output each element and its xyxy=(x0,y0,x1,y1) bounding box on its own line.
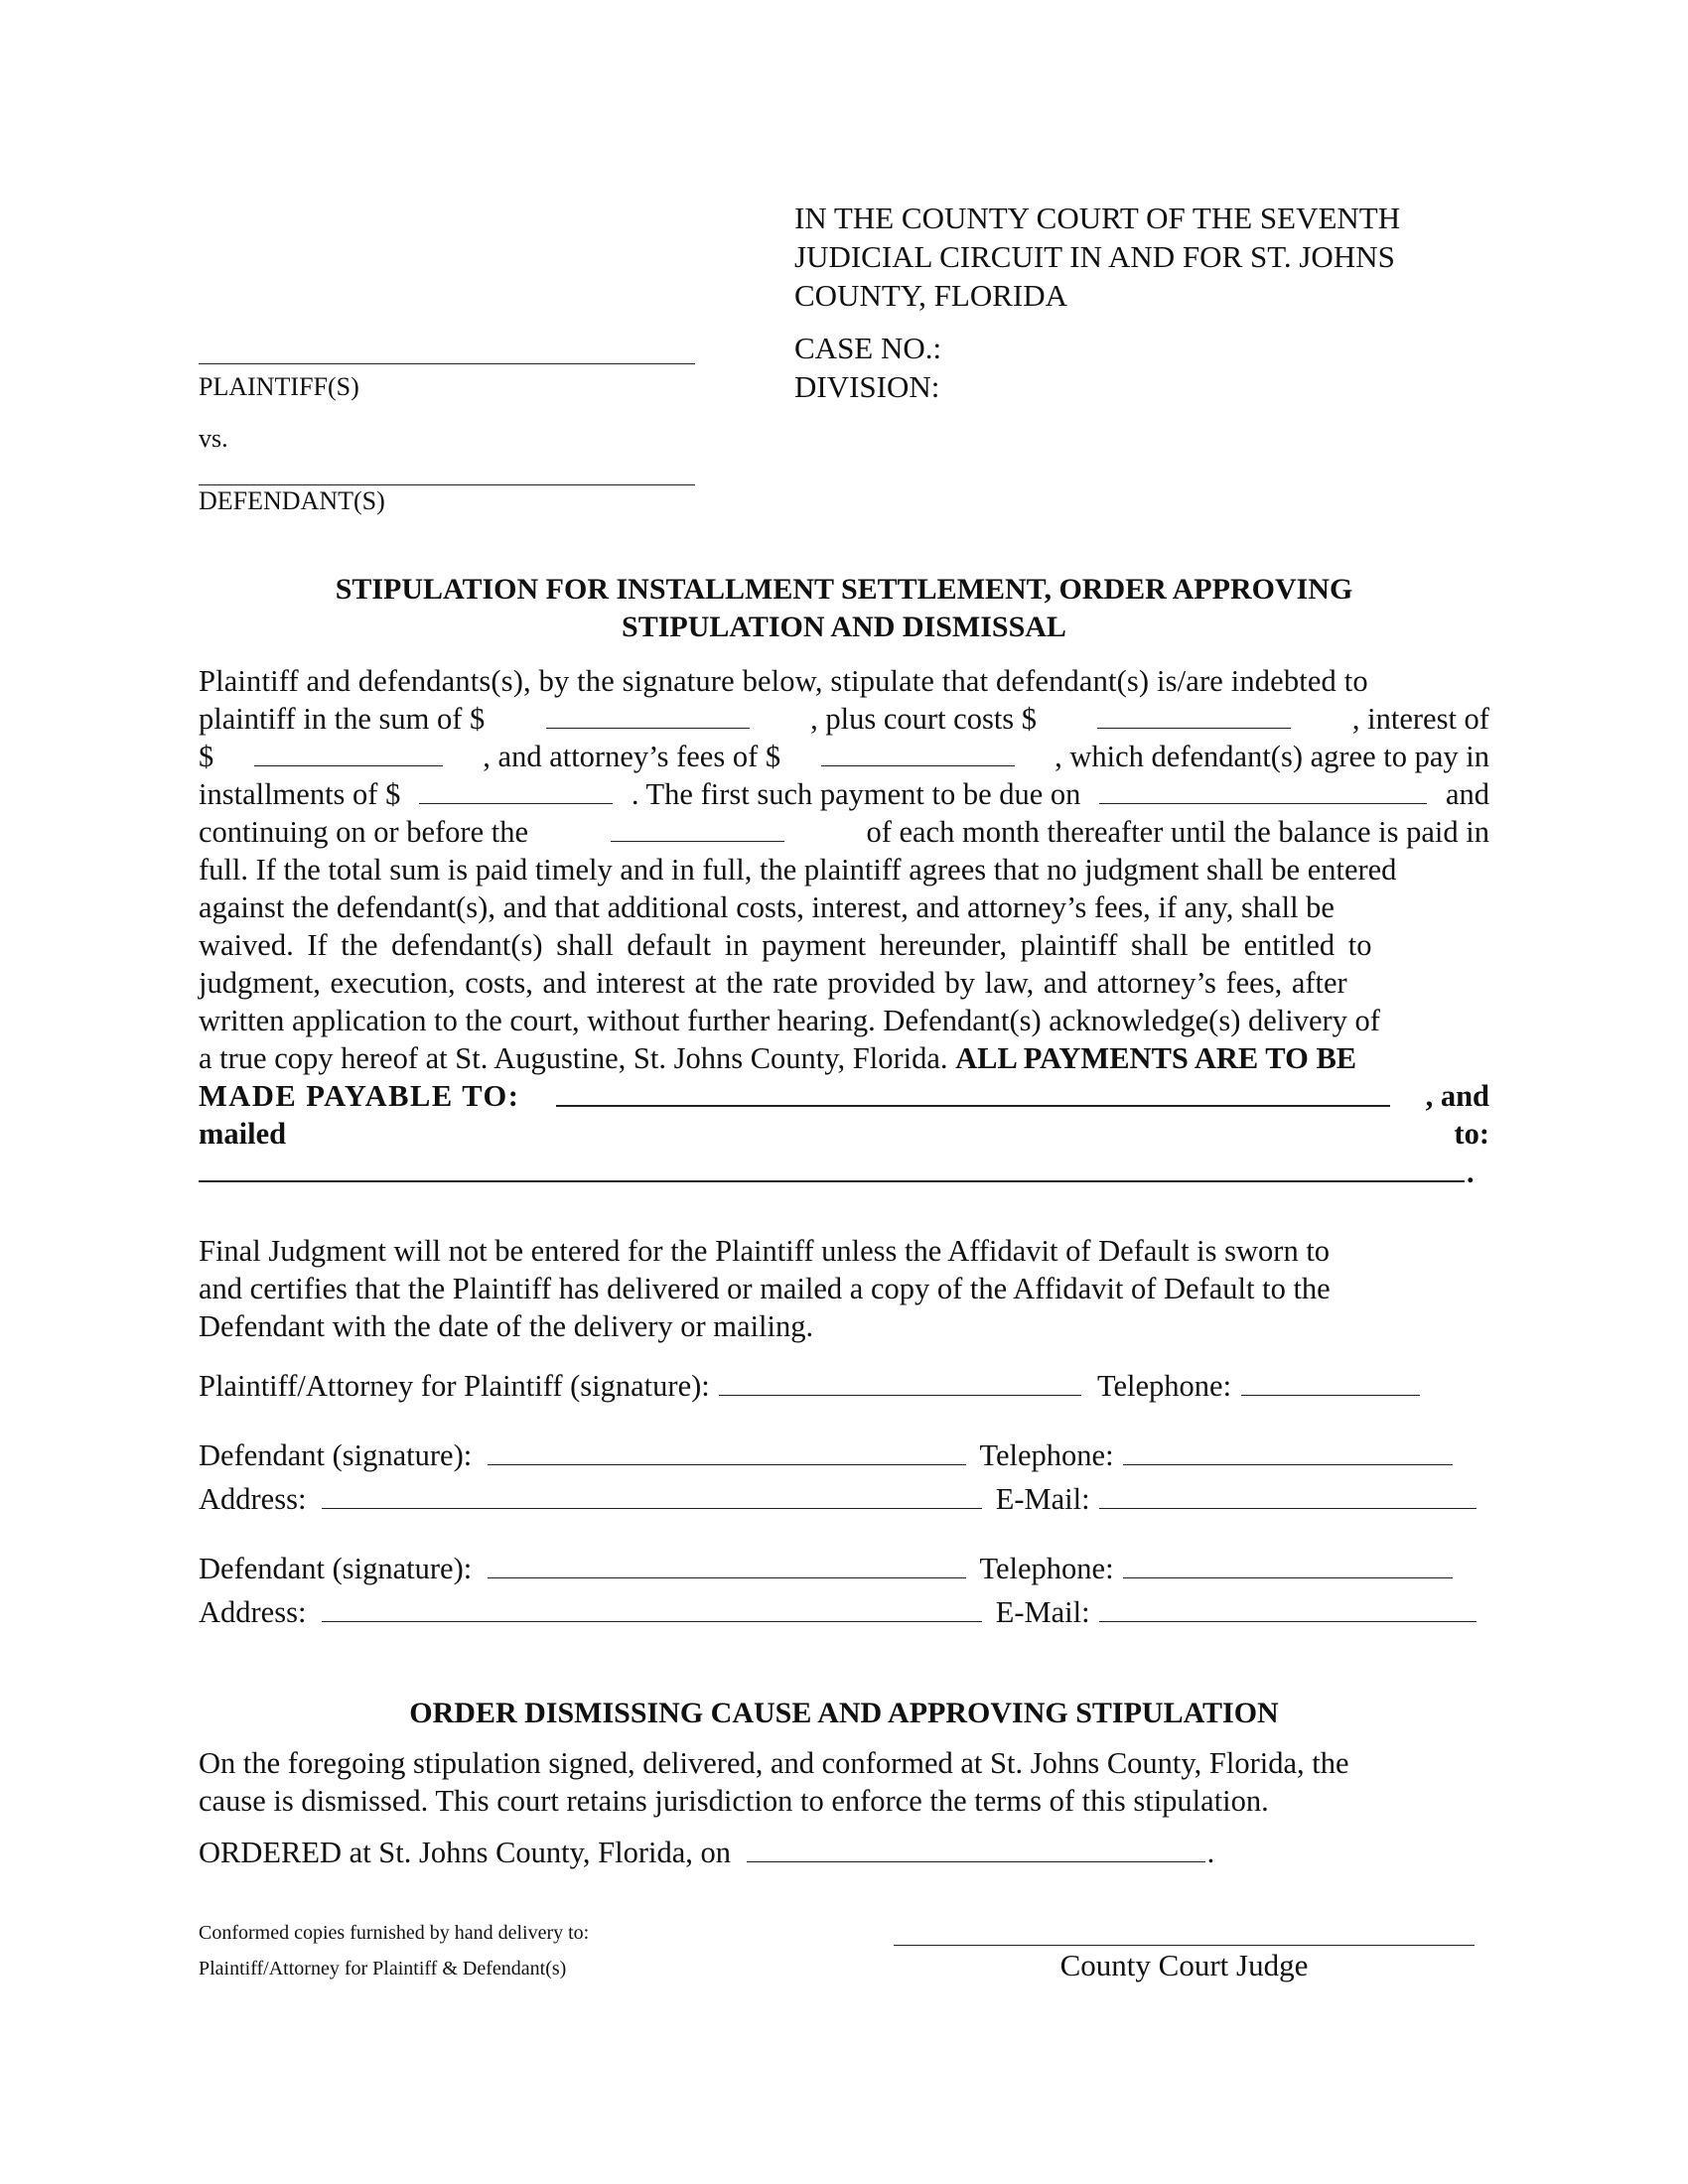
defendant2-address-field[interactable] xyxy=(322,1593,982,1622)
fj-text: Defendant with the date of the delivery or mailing. xyxy=(199,1309,814,1343)
stip-text: judgment, execution, costs, and interest at the rate provided by law, and attorney’s fees, after xyxy=(199,966,1347,1000)
stip-text: installments of $ xyxy=(199,777,401,811)
plaintiff-name-field[interactable] xyxy=(199,363,695,364)
plaintiff-signature-field[interactable] xyxy=(719,1367,1081,1396)
order-title: ORDER DISMISSING CAUSE AND APPROVING STIPULATION xyxy=(409,1697,1279,1729)
stip-bold-text: to: xyxy=(1454,1117,1489,1151)
stip-row-14 xyxy=(199,1153,1489,1190)
defendant2-signature-row xyxy=(199,1550,1489,1587)
telephone-label: Telephone: xyxy=(979,1438,1114,1472)
judge-signature-field[interactable] xyxy=(894,1945,1475,1946)
stip-text: Plaintiff and defendants(s), by the signature below, stipulate that defendant(s) is/are indebted to xyxy=(199,664,1368,698)
defendant2-signature-field[interactable] xyxy=(488,1550,966,1578)
stip-text: , plus court costs $ xyxy=(810,702,1038,736)
stip-bold-text: ALL PAYMENTS ARE TO BE xyxy=(955,1041,1357,1075)
order-row-1 xyxy=(199,1744,1489,1782)
defendant2-telephone-field[interactable] xyxy=(1123,1550,1453,1578)
defendant1-signature-field[interactable] xyxy=(488,1436,966,1465)
stip-text: written application to the court, without further hearing. Defendant(s) acknowledge(s) delivery of xyxy=(199,1004,1380,1037)
court-costs-field[interactable] xyxy=(1097,700,1291,729)
stip-text: and xyxy=(1445,777,1489,811)
stip-text: plaintiff in the sum of $ xyxy=(199,702,486,736)
stip-row-13 xyxy=(199,1115,1489,1153)
order-text: cause is dismissed. This court retains jurisdiction to enforce the terms of this stipulation. xyxy=(199,1784,1269,1818)
mailed-label: mailed xyxy=(199,1117,287,1151)
defendant2-address-row xyxy=(199,1593,1489,1631)
stip-row-6 xyxy=(199,851,1489,888)
stip-row-4 xyxy=(199,775,1489,813)
stip-row-7 xyxy=(199,888,1489,926)
court-line-2: JUDICIAL CIRCUIT IN AND FOR ST. JOHNS xyxy=(794,239,1395,274)
plaintiff-label: PLAINTIFF(S) xyxy=(199,372,359,401)
stip-row-5 xyxy=(199,813,1489,851)
stip-row-11 xyxy=(199,1039,1489,1077)
stip-text: , which defendant(s) agree to pay in xyxy=(1055,740,1489,773)
telephone-label: Telephone: xyxy=(1096,1369,1232,1403)
defendant-signature-label: Defendant (signature): xyxy=(199,1438,473,1472)
defendant1-email-field[interactable] xyxy=(1099,1480,1477,1509)
court-line-3: COUNTY, FLORIDA xyxy=(794,278,1068,313)
defendant-name-field[interactable] xyxy=(199,484,695,485)
stip-text: a true copy hereof at St. Augustine, St. Johns County, Florida. xyxy=(199,1041,948,1075)
ordered-date-field[interactable] xyxy=(747,1834,1205,1862)
stip-bold-text: , and xyxy=(1425,1079,1489,1113)
fj-row-2 xyxy=(199,1270,1489,1307)
stip-text: waived. If the defendant(s) shall default in payment hereunder, plaintiff shall be entitled to xyxy=(199,928,1372,962)
defendant2-email-field[interactable] xyxy=(1099,1593,1477,1622)
fj-row-1 xyxy=(199,1232,1489,1270)
stip-row-2 xyxy=(199,700,1489,738)
payable-to-label: MADE PAYABLE TO: xyxy=(199,1079,520,1113)
email-label: E-Mail: xyxy=(995,1595,1090,1629)
judge-label: County Court Judge xyxy=(1059,1948,1309,1982)
ordered-end: . xyxy=(1206,1836,1215,1869)
court-caption xyxy=(794,199,1489,315)
case-no-label: CASE NO.: xyxy=(794,331,942,365)
stip-bold-text: . xyxy=(1467,1156,1475,1189)
installment-amount-field[interactable] xyxy=(419,775,613,804)
stip-row-1 xyxy=(199,662,1489,700)
address-label: Address: xyxy=(199,1482,307,1516)
stip-text: of each month thereafter until the balance is paid in xyxy=(866,815,1489,849)
division-label: DIVISION: xyxy=(794,369,940,404)
fj-text: and certifies that the Plaintiff has delivered or mailed a copy of the Affidavit of Default to the xyxy=(199,1272,1331,1305)
stip-row-10 xyxy=(199,1002,1489,1039)
attorney-fees-field[interactable] xyxy=(821,738,1015,766)
email-label: E-Mail: xyxy=(995,1482,1090,1516)
interest-field[interactable] xyxy=(254,738,443,766)
fj-text: Final Judgment will not be entered for the Plaintiff unless the Affidavit of Default is sworn to xyxy=(199,1234,1331,1268)
order-text: On the foregoing stipulation signed, delivered, and conformed at St. Johns County, Florida, the xyxy=(199,1746,1349,1780)
plaintiff-signature-row xyxy=(199,1367,1489,1405)
stip-row-12 xyxy=(199,1077,1489,1115)
case-info xyxy=(794,329,941,406)
stip-text: , interest of xyxy=(1351,702,1489,736)
stip-row-3 xyxy=(199,738,1489,775)
payment-day-field[interactable] xyxy=(611,813,784,842)
fj-row-3 xyxy=(199,1307,1489,1345)
order-row-2 xyxy=(199,1782,1489,1820)
stip-text: $ xyxy=(199,740,214,773)
defendant1-telephone-field[interactable] xyxy=(1123,1436,1453,1465)
stip-text: , and attorney’s fees of $ xyxy=(483,740,781,773)
plaintiff-telephone-field[interactable] xyxy=(1241,1367,1420,1396)
stip-row-8 xyxy=(199,926,1489,964)
telephone-label: Telephone: xyxy=(979,1552,1114,1585)
stip-row-9 xyxy=(199,964,1489,1002)
title-line-1: STIPULATION FOR INSTALLMENT SETTLEMENT, ORDER APPROVING xyxy=(335,573,1353,606)
stip-text: . The first such payment to be due on xyxy=(631,777,1081,811)
ordered-row xyxy=(199,1834,1489,1871)
vs-label: vs. xyxy=(199,424,228,453)
stip-text: against the defendant(s), and that additional costs, interest, and attorney’s fees, if any, shall be xyxy=(199,890,1335,924)
mailing-address-field[interactable] xyxy=(199,1153,1465,1182)
title-line-2: STIPULATION AND DISMISSAL xyxy=(622,611,1066,643)
defendant1-signature-row xyxy=(199,1436,1489,1474)
copies-line-1: Conformed copies furnished by hand delivery to: xyxy=(199,1922,590,1944)
defendant-signature-label: Defendant (signature): xyxy=(199,1552,473,1585)
defendant1-address-field[interactable] xyxy=(322,1480,982,1509)
defendant1-address-row xyxy=(199,1480,1489,1518)
copies-line-2: Plaintiff/Attorney for Plaintiff & Defendant(s) xyxy=(199,1958,567,1979)
court-line-1: IN THE COUNTY COURT OF THE SEVENTH xyxy=(794,201,1401,235)
ordered-label: ORDERED at St. Johns County, Florida, on xyxy=(199,1836,732,1869)
first-payment-date-field[interactable] xyxy=(1099,775,1427,804)
address-label: Address: xyxy=(199,1595,307,1629)
payable-to-field[interactable] xyxy=(556,1077,1390,1107)
document-title xyxy=(199,571,1489,646)
plaintiff-signature-label: Plaintiff/Attorney for Plaintiff (signature): xyxy=(199,1369,710,1403)
sum-field[interactable] xyxy=(546,700,750,729)
defendant-label: DEFENDANT(S) xyxy=(199,486,385,515)
stip-text: continuing on or before the xyxy=(199,815,529,849)
stip-text: full. If the total sum is paid timely and in full, the plaintiff agrees that no judgment shall be entered xyxy=(199,853,1397,887)
